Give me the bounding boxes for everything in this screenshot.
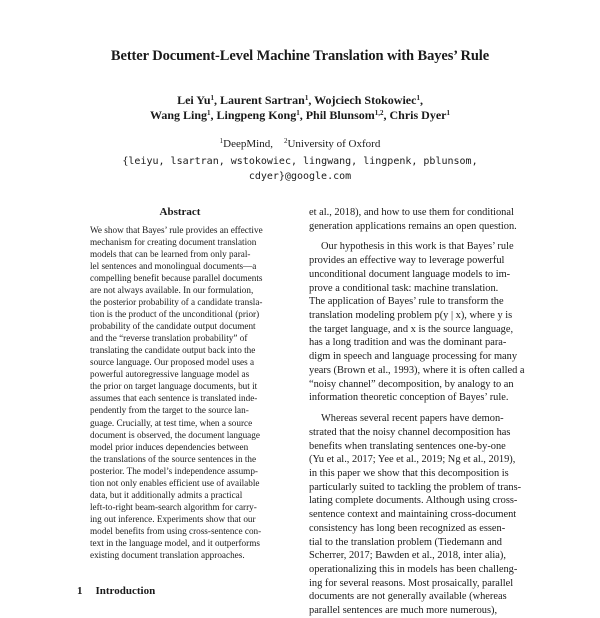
abstract-line: compelling benefit because parallel documents <box>90 273 263 284</box>
body-line: years (Brown et al., 1993), where it is often called a <box>309 364 525 376</box>
abstract-line: text in the language model, and it outperforms <box>90 537 260 548</box>
abstract-line: tion not only enables efficient use of available <box>90 477 260 488</box>
body-line: (Yu et al., 2017; Yee et al., 2019; Ng et al., 2019), <box>309 454 516 466</box>
abstract-line: models that can be learned from only paral- <box>90 249 251 260</box>
abstract-line: model prior induces dependencies between <box>90 441 249 452</box>
body-line: Whereas several recent papers have demon- <box>321 413 504 425</box>
body-line: in this paper we show that this decomposition is <box>309 467 509 479</box>
section-number: 1 <box>77 585 83 597</box>
right-column-text <box>309 206 529 618</box>
body-line: sentence context and maintaining cross-document <box>309 509 517 521</box>
author: Wang Ling$^1$, <box>149 108 217 122</box>
abstract-line: existing document translation approaches. <box>90 549 245 560</box>
body-line: has a long tradition and was the dominant para- <box>309 337 507 349</box>
body-line: prove a conditional task: machine translation. <box>309 282 499 294</box>
email-line: cdyer}@google.com <box>248 171 352 182</box>
affiliations <box>0 138 600 150</box>
body-line: provides an effective way to leverage powerful <box>309 255 505 267</box>
author-list <box>0 93 600 123</box>
body-line: consistency has long been recognized as essen- <box>309 522 506 534</box>
body-line: et al., 2018), and how to use them for conditional <box>309 207 514 218</box>
abstract-line: guage. Crucially, at test time, when a source <box>90 417 253 428</box>
author: Phil Blunsom$^{1,2}$, <box>305 108 390 122</box>
author-line-1 <box>0 93 600 108</box>
body-line: documents are not generally available (whereas <box>309 591 507 603</box>
abstract-line: model benefits from using cross-sentence con- <box>90 525 262 536</box>
body-line: information theoretic conception of Bayes’ rule. <box>309 392 509 404</box>
abstract-heading: Abstract <box>159 206 201 218</box>
body-line: Scherrer, 2017; Bawden et al., 2018, inter alia), <box>309 550 506 562</box>
abstract-line: mechanism for creating document translation <box>90 237 257 248</box>
abstract-body <box>90 224 271 561</box>
author-line-2 <box>0 108 600 123</box>
abstract-line: translating the candidate output back into the <box>90 345 256 356</box>
body-line: ing for several reasons. Most prosaically, parallel <box>309 577 514 589</box>
paragraph-gap <box>309 233 529 240</box>
author: Laurent Sartran$^1$, <box>220 93 315 107</box>
body-line: strated that the noisy channel decomposition has <box>309 426 511 438</box>
abstract-line: the posterior probability of a candidate transla- <box>90 297 263 308</box>
abstract-line: lel sentences and monolingual documents—a <box>90 261 257 272</box>
body-line: generation applications remains an open question. <box>309 220 517 232</box>
abstract-line: data, but it additionally admits a practical <box>90 489 243 500</box>
section-title: Introduction <box>95 585 156 597</box>
paper-title: Better Document-Level Machine Translation with Bayes’ Rule <box>110 48 490 64</box>
body-line: the target language, and x is the source language, <box>309 323 514 335</box>
abstract-line: and the “reverse translation probability” of <box>90 333 248 344</box>
abstract-line: the translations of the source sentences in the <box>90 453 257 464</box>
body-line: digm in speech and language processing for many <box>309 351 518 363</box>
author: Lei Yu$^1$, <box>177 93 221 107</box>
abstract-line: pendently from the target to the source lan- <box>90 405 249 416</box>
abstract-line: posterior. The model’s independence assump- <box>90 465 258 476</box>
abstract-line: are not always available. In our formulation, <box>90 285 254 296</box>
body-line: “noisy channel” decomposition, by analogy to an <box>309 378 514 390</box>
abstract-line: left-to-right beam-search algorithm for carry- <box>90 501 257 512</box>
abstract-line: assumes that each sentence is translated inde- <box>90 393 258 404</box>
affiliation: $^2$University of Oxford <box>283 137 381 150</box>
abstract-line: tion is the product of the unconditional (prior) <box>90 309 260 320</box>
abstract-line: source language. Our proposed model uses a <box>90 357 255 368</box>
author: Wojciech Stokowiec$^1$, <box>314 93 423 107</box>
abstract-line: powerful autoregressive language model as <box>90 369 250 380</box>
abstract-line: probability of the candidate output document <box>90 321 256 332</box>
paragraph-gap <box>309 405 529 412</box>
author-emails <box>0 154 600 184</box>
body-line: translation modeling problem p(y | x), where y is <box>309 310 513 322</box>
body-line: Our hypothesis in this work is that Bayes’ rule <box>321 241 514 253</box>
body-line: benefits when translating sentences one-by-one <box>309 440 506 452</box>
author: Lingpeng Kong$^1$, <box>216 108 306 122</box>
section-heading-introduction <box>77 585 155 597</box>
author: Chris Dyer$^1$ <box>389 108 450 122</box>
body-line: operationalizing this in models has been challeng- <box>309 563 518 575</box>
body-line: The application of Bayes’ rule to transform the <box>309 296 504 308</box>
body-line: tial to the translation problem (Tiedemann and <box>309 536 502 548</box>
abstract-line: We show that Bayes’ rule provides an effective <box>90 225 263 235</box>
email-line: {leiyu, lsartran, wstokowiec, lingwang, lingpenk, pblunsom, <box>122 156 478 167</box>
abstract-line: the prior on target language documents, but it <box>90 381 258 392</box>
affiliation: $^1$DeepMind, <box>219 137 273 150</box>
body-line: particularly suited to tackling the problem of trans- <box>309 481 522 493</box>
body-line: unconditional document language models to im- <box>309 268 511 280</box>
body-line: parallel sentences are much more numerous), <box>309 605 498 617</box>
abstract-line: document is observed, the document language <box>90 429 260 440</box>
abstract-line: ing out inference. Experiments show that our <box>90 513 256 524</box>
body-line: lating complete documents. Although using cross- <box>309 495 518 507</box>
